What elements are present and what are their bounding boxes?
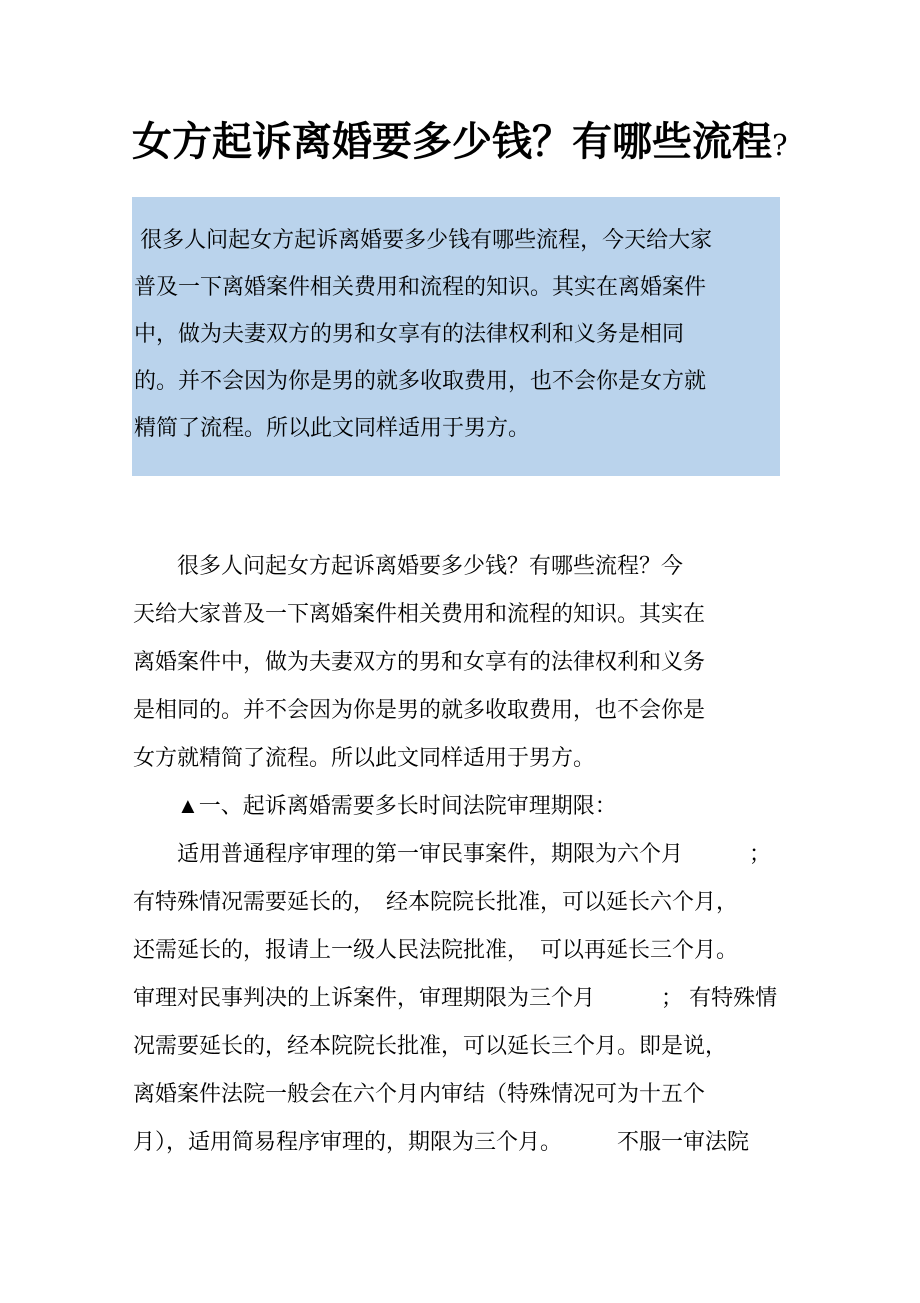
intro-line: 中，做为夫妻双方的男和女享有的法律权利和义务是相同	[134, 321, 685, 346]
intro-line: 的。并不会因为你是男的就多收取费用，也不会你是女方就	[134, 368, 707, 393]
page-title-text: 女方起诉离婚要多少钱？有哪些流程	[132, 120, 772, 164]
body-text	[133, 542, 823, 1166]
body-line: 天给大家普及一下离婚案件相关费用和流程的知识。其实在	[133, 601, 706, 626]
intro-line: 很多人问起女方起诉离婚要多少钱有哪些流程，今天给大家	[134, 227, 713, 252]
intro-line: 普及一下离婚案件相关费用和流程的知识。其实在离婚案件	[134, 274, 707, 299]
body-line: 女方就精简了流程。所以此文同样适用于男方。	[133, 745, 596, 770]
body-line: 有特殊情况需要延长的， 经本院院长批准，可以延长六个月，	[133, 889, 739, 914]
intro-box	[132, 197, 780, 476]
body-line: 是相同的。并不会因为你是男的就多收取费用，也不会你是	[133, 697, 706, 722]
body-line: 审理对民事判决的上诉案件，审理期限为三个月 ； 有特殊情	[133, 985, 778, 1010]
title-question-mark: ?	[772, 128, 788, 162]
intro-line: 精简了流程。所以此文同样适用于男方。	[134, 415, 531, 440]
body-line: 适用普通程序审理的第一审民事案件，期限为六个月 ；	[133, 841, 772, 866]
body-line: ▲一、起诉离婚需要多长时间法院审理期限：	[133, 793, 617, 818]
body-line: 离婚案件法院一般会在六个月内审结（特殊情况可为十五个	[133, 1081, 706, 1106]
body-line: 离婚案件中，做为夫妻双方的男和女享有的法律权利和义务	[133, 649, 706, 674]
body-line: 很多人问起女方起诉离婚要多少钱？有哪些流程？今	[133, 553, 684, 578]
body-line: 还需延长的，报请上一级人民法院批准， 可以再延长三个月。	[133, 937, 739, 962]
page-title	[132, 118, 788, 169]
body-line: 月），适用简易程序审理的，期限为三个月。 不服一审法院	[133, 1129, 750, 1154]
body-line: 况需要延长的，经本院院长批准，可以延长三个月。即是说，	[133, 1033, 728, 1058]
